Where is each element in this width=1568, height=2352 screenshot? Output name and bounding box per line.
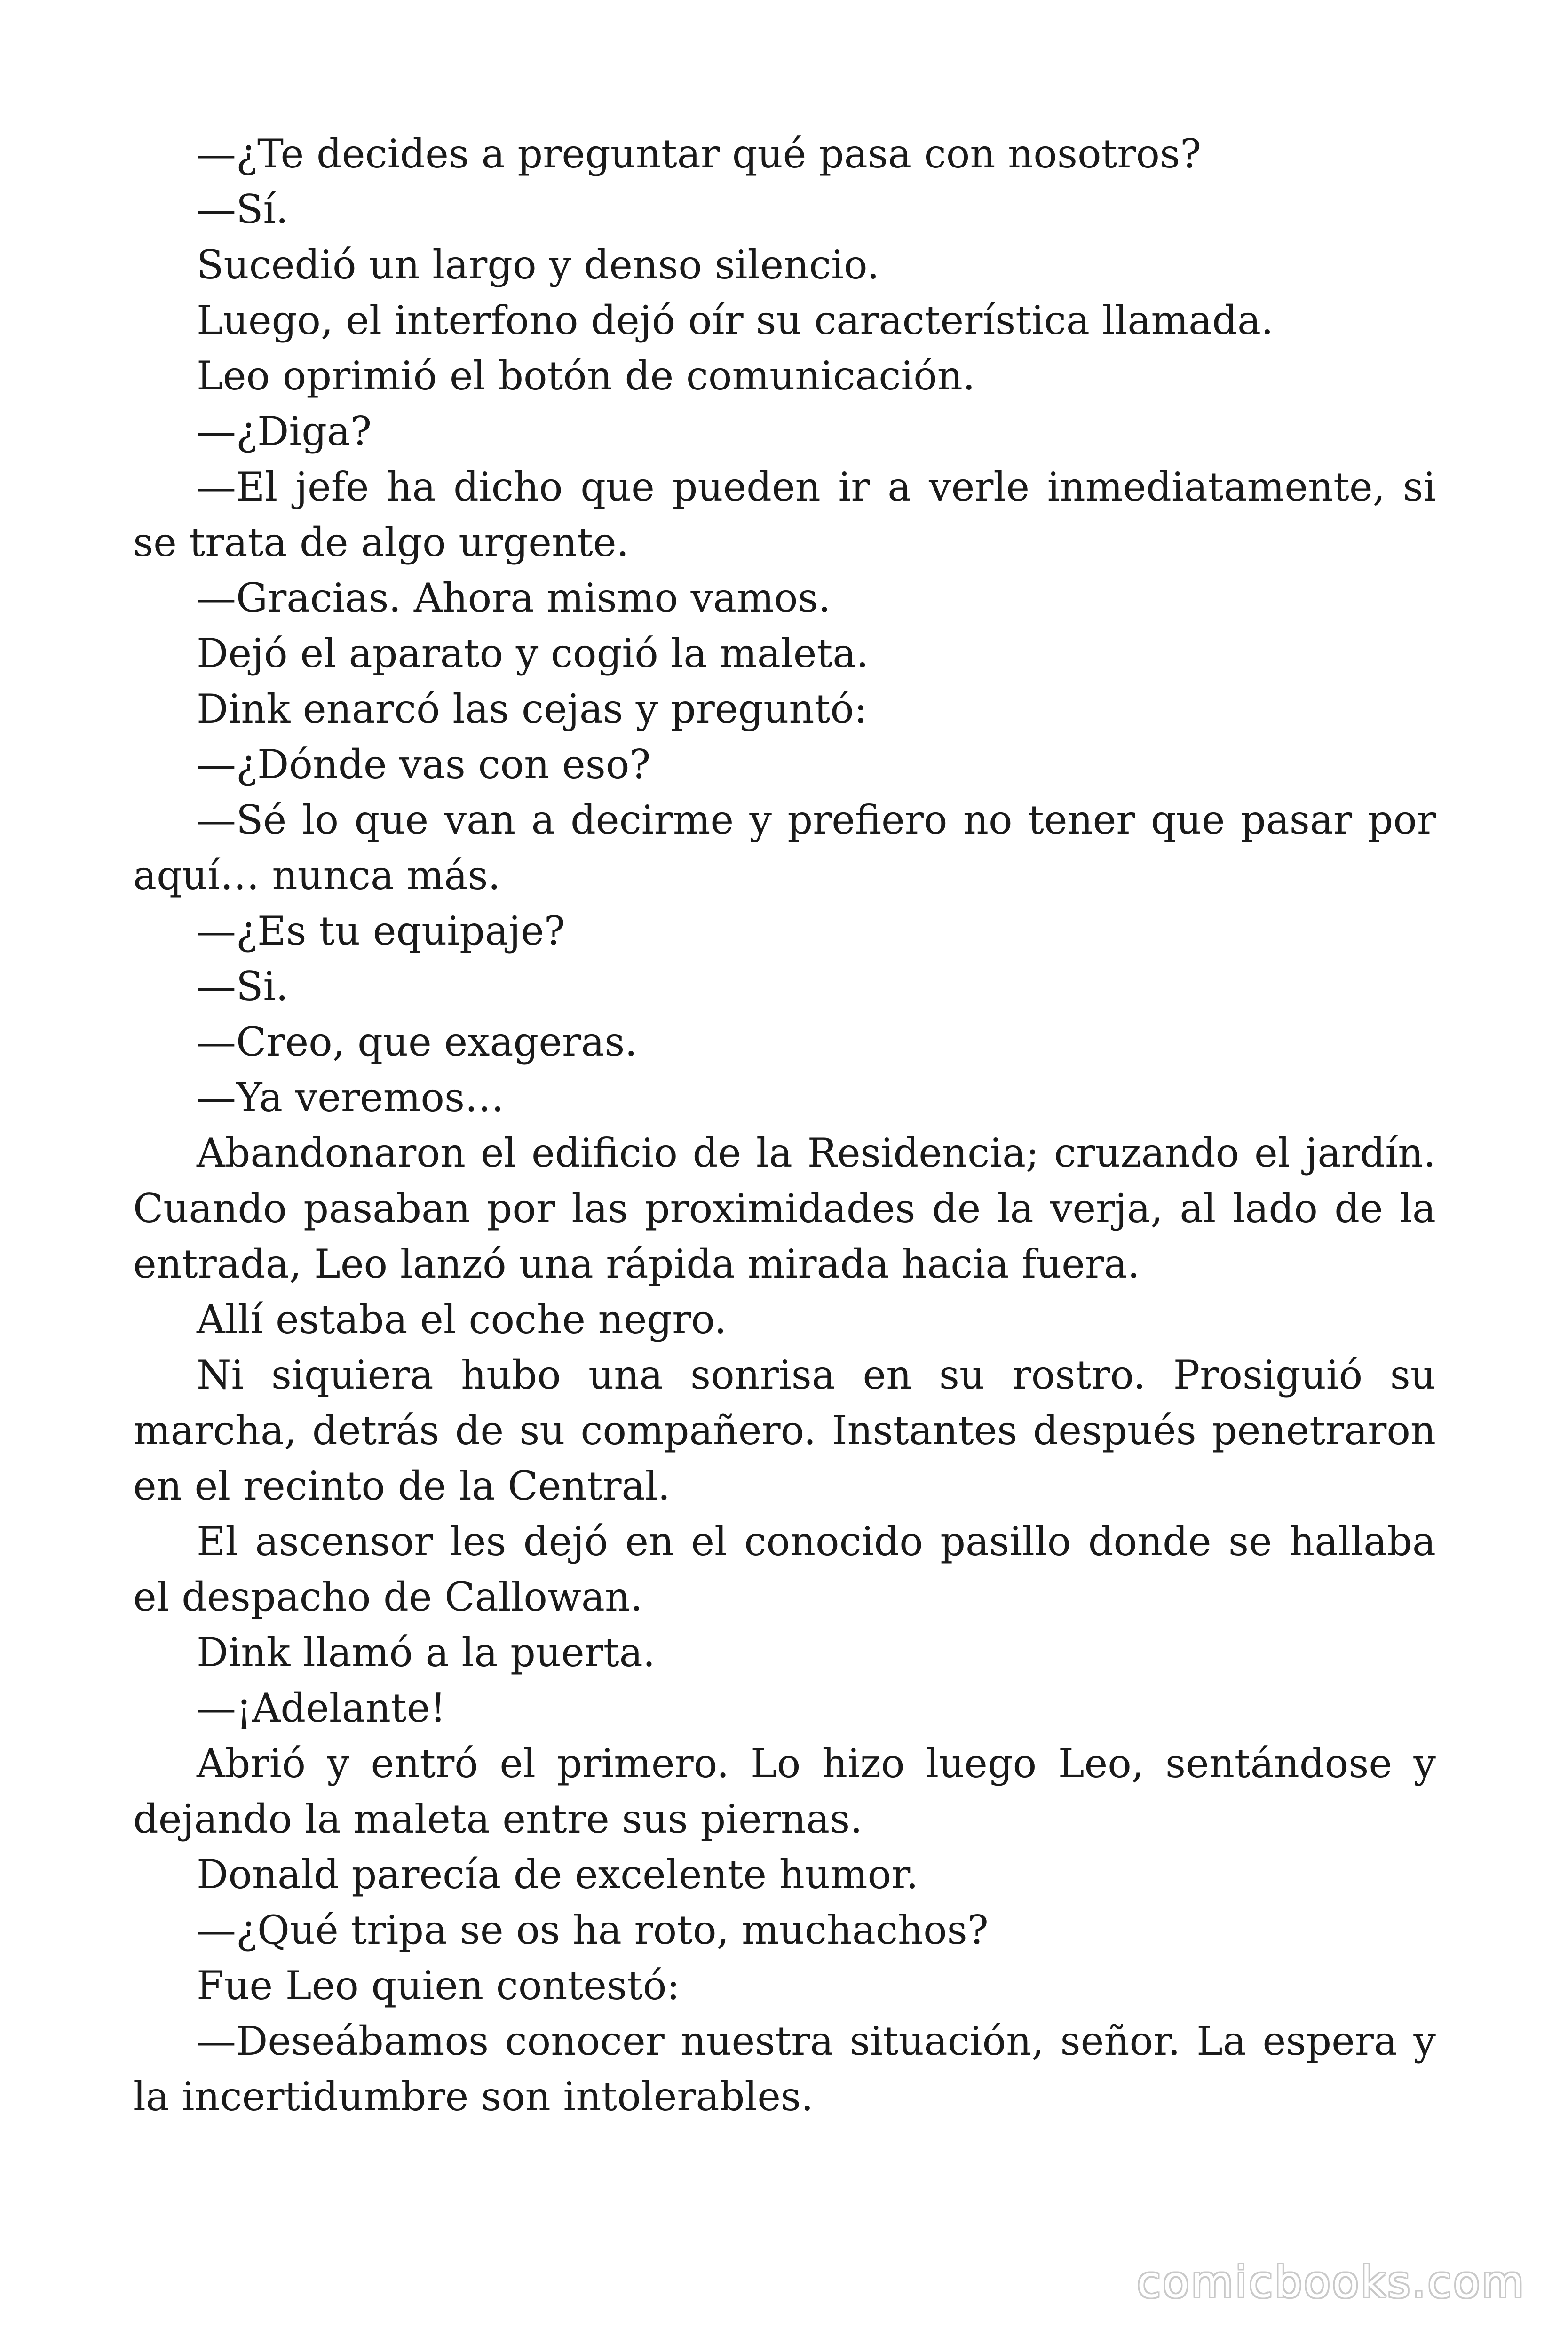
paragraph: Dejó el aparato y cogió la maleta. — [197, 630, 869, 676]
paragraph: —¡Adelante! — [197, 1685, 446, 1731]
paragraph: —El jefe ha dicho que pueden ir a verle inmediatamente, si se trata de algo urgente. — [133, 464, 1436, 565]
paragraph: Fue Leo quien contestó: — [197, 1963, 680, 2009]
paragraph: Luego, el interfono dejó oír su característica llamada. — [197, 297, 1274, 343]
paragraph: Abrió y entró el primero. Lo hizo luego Leo, sentándose y dejando la maleta entre sus piernas. — [133, 1740, 1436, 1842]
paragraph: —Si. — [197, 963, 289, 1009]
paragraph: Dink enarcó las cejas y preguntó: — [197, 686, 868, 732]
paragraph: —Gracias. Ahora mismo vamos. — [197, 575, 831, 621]
paragraph: —¿Qué tripa se os ha roto, muchachos? — [197, 1907, 989, 1953]
paragraph: —Sí. — [197, 186, 289, 232]
paragraph: —¿Dónde vas con eso? — [197, 741, 651, 787]
paragraph: —Creo, que exageras. — [197, 1019, 638, 1065]
paragraph: Sucedió un largo y denso silencio. — [197, 242, 879, 288]
paragraph: —Ya veremos… — [197, 1074, 505, 1120]
paragraph: Allí estaba el coche negro. — [197, 1296, 727, 1343]
paragraph: —¿Diga? — [197, 408, 372, 454]
paragraph: Ni siquiera hubo una sonrisa en su rostro. Prosiguió su marcha, detrás de su compañero. Instantes después penetraron en el recinto de la Central. — [133, 1352, 1436, 1509]
paragraph: El ascensor les dejó en el conocido pasillo donde se hallaba el despacho de Callowan. — [133, 1518, 1436, 1620]
paragraph: —Deseábamos conocer nuestra situación, señor. La espera y la incertidumbre son intolerables. — [133, 2018, 1436, 2120]
paragraph: —Sé lo que van a decirme y prefiero no tener que pasar por aquí… nunca más. — [133, 797, 1436, 898]
paragraph: Abandonaron el edificio de la Residencia; cruzando el jardín. Cuando pasaban por las proximidades de la verja, al lado de la entrada, Leo lanzó una rápida mirada hacia fuera. — [133, 1130, 1436, 1287]
paragraph: Donald parecía de excelente humor. — [197, 1851, 919, 1898]
paragraph: Dink llamó a la puerta. — [197, 1629, 656, 1676]
watermark: comicbooks.com — [1137, 2257, 1526, 2307]
paragraph: —¿Te decides a preguntar qué pasa con nosotros? — [197, 131, 1202, 177]
paragraph: —¿Es tu equipaje? — [197, 908, 565, 954]
paragraph: Leo oprimió el botón de comunicación. — [197, 353, 975, 399]
book-page-text — [133, 126, 1436, 2124]
